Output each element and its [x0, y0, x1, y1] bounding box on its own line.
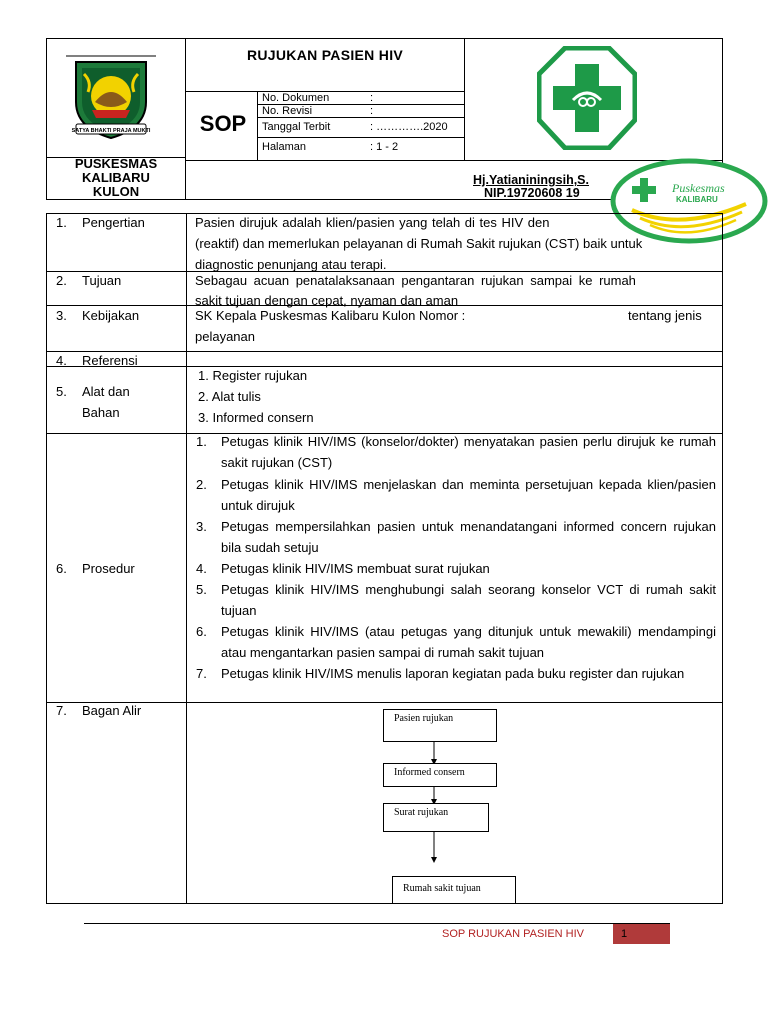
step-text: Petugas klinik HIV/IMS (atau petugas yang ditunjuk untuk mewakili) mendampingi atau mengantarkan pasien sampai di rumah sakit tujuan [221, 624, 716, 660]
emblem-motto: SATYA BHAKTI PRAJA MUKTI [71, 128, 151, 134]
meta-value-tanggal: : ………….2020 [370, 121, 448, 133]
org-line1: PUSKESMAS [74, 156, 158, 171]
kebijakan-text-right: tentang jenis [628, 308, 702, 323]
step-number: 6. [196, 624, 207, 639]
pengertian-text-line3: diagnostic penunjang atau terapi. [195, 257, 387, 272]
header-divider [464, 38, 465, 160]
footer-page-number: 1 [613, 924, 670, 944]
pengertian-text-line1: Pasien dirujuk adalah klien/pasien yang telah di tes HIV den [195, 215, 550, 230]
kebijakan-text-line2: pelayanan [195, 329, 255, 344]
flow-box-surat: Surat rujukan [383, 803, 489, 832]
alat-item: 2. Alat tulis [198, 389, 261, 404]
prosedur-step [196, 579, 716, 621]
step-number: 1. [196, 434, 207, 449]
step-text: Petugas klinik HIV/IMS membuat surat rujukan [221, 561, 490, 576]
section-number: 3. [56, 308, 67, 323]
flow-box-informed: Informed consern [383, 763, 497, 787]
section-label-tujuan: Tujuan [82, 273, 122, 288]
alat-item: 1. Register rujukan [198, 368, 308, 383]
step-number: 3. [196, 519, 207, 534]
step-text: Petugas klinik HIV/IMS menghubungi salah seorang konselor VCT di rumah sakit tujuan [221, 582, 716, 618]
header-divider [257, 137, 464, 138]
stamp-caption2: KALIBARU [676, 195, 718, 204]
header-divider [257, 91, 258, 160]
tujuan-text-line1: Sebagau acuan penatalaksanaan pengantaran rujukan sampai ke rumah [195, 273, 636, 288]
prosedur-step [196, 516, 716, 558]
step-text: Petugas klinik HIV/IMS (konselor/dokter) menyatakan pasien perlu dirujuk ke rumah sakit rujukan (CST) [221, 434, 716, 470]
prosedur-step [196, 431, 716, 473]
step-text: Petugas klinik HIV/IMS menulis laporan kegiatan pada buku register dan rujukan [221, 666, 685, 681]
table-row-divider [46, 351, 723, 352]
signer-nip: NIP.19720608 19 [484, 186, 580, 200]
section-number: 7. [56, 703, 67, 718]
org-line3: KULON [92, 184, 140, 199]
section-label-alat: Alat dan [82, 384, 130, 399]
page-title: RUJUKAN PASIEN HIV [246, 47, 404, 63]
step-number: 7. [196, 666, 207, 681]
section-number: 1. [56, 215, 67, 230]
meta-key-tanggal: Tanggal Terbit [262, 121, 331, 133]
kebijakan-text-line1: SK Kepala Puskesmas Kalibaru Kulon Nomor : [195, 308, 466, 323]
section-number: 2. [56, 273, 67, 288]
step-text: Petugas klinik HIV/IMS menjelaskan dan meminta persetujuan kepada klien/pasien untuk dirujuk [221, 477, 716, 513]
flow-box-rumah-sakit: Rumah sakit tujuan [392, 876, 516, 904]
organization-name [46, 157, 186, 199]
footer-divider [84, 923, 670, 924]
section-label-bagan-alir: Bagan Alir [82, 703, 142, 718]
signer-name: Hj.Yatianiningsih,S. [473, 173, 589, 187]
section-label-kebijakan: Kebijakan [82, 308, 140, 323]
prosedur-step [196, 663, 716, 684]
section-label-bahan: Bahan [82, 405, 120, 420]
meta-key-revisi: No. Revisi [262, 105, 313, 117]
section-label-referensi: Referensi [82, 353, 138, 368]
stamp-caption: Puskesmas [672, 181, 725, 195]
table-column-divider [186, 213, 187, 904]
section-number: 6. [56, 561, 67, 576]
org-line2: KALIBARU [82, 170, 150, 185]
flow-box-pasien: Pasien rujukan [383, 709, 497, 742]
step-number: 4. [196, 561, 207, 576]
sop-label: SOP [199, 111, 247, 136]
meta-value-halaman: : 1 - 2 [370, 141, 399, 153]
puskesmas-cross-logo-icon [537, 46, 637, 150]
table-row-divider [46, 702, 723, 703]
step-number: 2. [196, 477, 207, 492]
tujuan-text-line2: sakit tujuan dengan cepat, nyaman dan aman [195, 293, 459, 308]
prosedur-step [196, 621, 716, 663]
meta-value-revisi: : [370, 105, 374, 117]
meta-key-dokumen: No. Dokumen [262, 92, 330, 104]
alat-item: 3. Informed consern [198, 410, 314, 425]
section-number: 5. [56, 384, 67, 399]
prosedur-step [196, 474, 716, 516]
meta-key-halaman: Halaman [262, 141, 307, 153]
step-text: Petugas mempersilahkan pasien untuk menandatangani informed concern rujukan bila sudah setuju [221, 519, 716, 555]
section-label-prosedur: Prosedur [82, 561, 135, 576]
regional-emblem-icon [62, 52, 160, 144]
section-label-pengertian: Pengertian [82, 215, 145, 230]
step-number: 5. [196, 582, 207, 597]
meta-value-dokumen: : [370, 92, 374, 104]
prosedur-step [196, 558, 716, 579]
section-number: 4. [56, 353, 67, 368]
pengertian-text-line2: (reaktif) dan memerlukan pelayanan di Rumah Sakit rujukan (CST) baik untuk [195, 236, 643, 251]
footer-label: SOP RUJUKAN PASIEN HIV [442, 928, 585, 940]
